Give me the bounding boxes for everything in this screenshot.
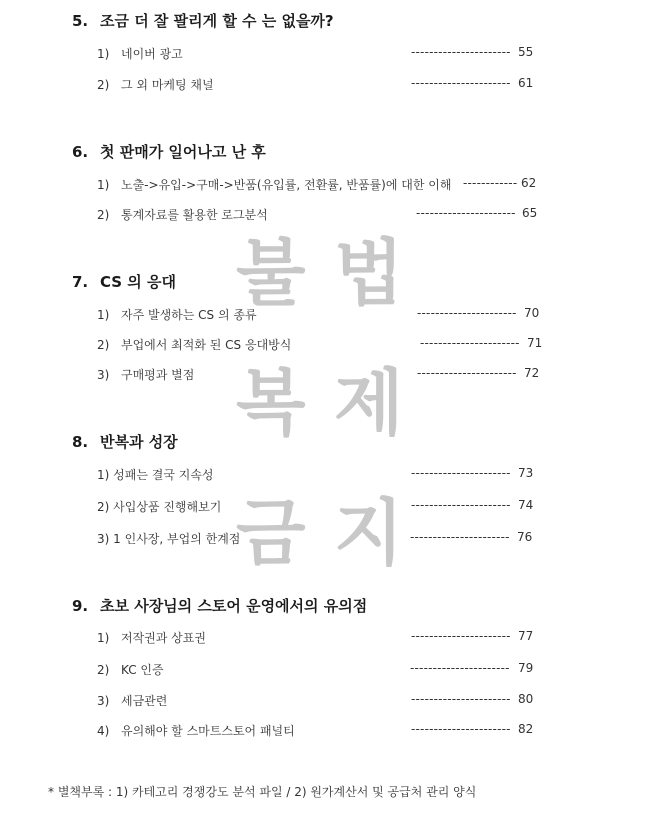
item-label: 성패는 결국 지속성 bbox=[113, 468, 214, 482]
page-number: 74 bbox=[518, 498, 534, 512]
toc-item[interactable] bbox=[0, 466, 652, 484]
section-title: 첫 판매가 일어나고 난 후 bbox=[100, 143, 266, 161]
section-title: 반복과 성장 bbox=[100, 433, 178, 451]
appendix-footnote: * 별책부록 : 1) 카테고리 경쟁강도 분석 파일 / 2) 원가계산서 및 공급처 관리 양식 bbox=[48, 785, 477, 799]
toc-item[interactable] bbox=[0, 530, 652, 548]
toc-item[interactable] bbox=[0, 76, 652, 94]
toc-item[interactable] bbox=[0, 498, 652, 516]
section-heading-6 bbox=[72, 141, 266, 162]
item-label: 세금관련 bbox=[121, 694, 168, 708]
item-label: 유의해야 할 스마트스토어 패널티 bbox=[121, 724, 295, 738]
section-heading-7 bbox=[72, 271, 176, 292]
item-index: 2) bbox=[97, 338, 110, 352]
section-heading-5 bbox=[72, 10, 334, 31]
dot-leader: ---------------------- bbox=[411, 498, 511, 512]
toc-item[interactable] bbox=[0, 722, 652, 740]
item-index: 2) bbox=[97, 208, 110, 222]
section-title: CS 의 응대 bbox=[100, 273, 177, 291]
item-label: 사입상품 진행해보기 bbox=[113, 500, 222, 514]
item-label: 노출->유입->구매->반품(유입률, 전환률, 반품률)에 대한 이해 bbox=[121, 178, 452, 192]
watermark-char: 복 bbox=[236, 361, 306, 445]
page-number: 76 bbox=[517, 530, 533, 544]
watermark-char: 법 bbox=[334, 231, 404, 315]
section-heading-9 bbox=[72, 595, 367, 616]
dot-leader: ---------------------- bbox=[411, 629, 511, 643]
toc-item[interactable] bbox=[0, 366, 652, 384]
section-heading-8 bbox=[72, 431, 178, 452]
watermark-char: 제 bbox=[334, 361, 404, 445]
section-title: 초보 사장님의 스토어 운영에서의 유의점 bbox=[100, 597, 368, 615]
dot-leader: ---------------------- bbox=[416, 206, 516, 220]
dot-leader: ---------------------- bbox=[411, 45, 511, 59]
item-index: 3) bbox=[97, 532, 110, 546]
page-number: 79 bbox=[518, 661, 534, 675]
dot-leader: ------------ bbox=[463, 176, 518, 190]
item-label: 구매평과 별점 bbox=[121, 368, 195, 382]
toc-item[interactable] bbox=[0, 336, 652, 354]
toc-item[interactable] bbox=[0, 176, 652, 194]
section-number: 6. bbox=[72, 143, 89, 161]
dot-leader: ---------------------- bbox=[411, 722, 511, 736]
item-label: 네이버 광고 bbox=[121, 47, 183, 61]
watermark-char: 금 bbox=[236, 491, 306, 575]
dot-leader: ---------------------- bbox=[410, 530, 510, 544]
page-number: 55 bbox=[518, 45, 534, 59]
dot-leader: ---------------------- bbox=[417, 366, 517, 380]
watermark-char: 지 bbox=[334, 491, 404, 575]
page-number: 70 bbox=[524, 306, 540, 320]
item-label: 1 인사장, 부업의 한계점 bbox=[113, 532, 241, 546]
section-number: 5. bbox=[72, 12, 89, 30]
toc-item[interactable] bbox=[0, 661, 652, 679]
toc-item[interactable] bbox=[0, 206, 652, 224]
item-index: 1) bbox=[97, 178, 110, 192]
item-index: 3) bbox=[97, 694, 110, 708]
page-number: 72 bbox=[524, 366, 540, 380]
item-index: 2) bbox=[97, 663, 110, 677]
watermark-char: 불 bbox=[236, 231, 306, 315]
dot-leader: ---------------------- bbox=[410, 661, 510, 675]
page-number: 82 bbox=[518, 722, 534, 736]
item-index: 3) bbox=[97, 368, 110, 382]
item-label: 그 외 마케팅 채널 bbox=[121, 78, 214, 92]
item-index: 2) bbox=[97, 78, 110, 92]
item-label: 자주 발생하는 CS 의 종류 bbox=[121, 308, 257, 322]
item-index: 2) bbox=[97, 500, 110, 514]
item-index: 1) bbox=[97, 47, 110, 61]
dot-leader: ---------------------- bbox=[411, 692, 511, 706]
page-number: 77 bbox=[518, 629, 534, 643]
section-number: 9. bbox=[72, 597, 89, 615]
section-number: 7. bbox=[72, 273, 89, 291]
item-index: 1) bbox=[97, 308, 110, 322]
toc-item[interactable] bbox=[0, 45, 652, 63]
section-title: 조금 더 잘 팔리게 할 수 는 없을까? bbox=[100, 12, 334, 30]
page-number: 61 bbox=[518, 76, 534, 90]
toc-item[interactable] bbox=[0, 692, 652, 710]
item-label: 통계자료를 활용한 로그분석 bbox=[121, 208, 268, 222]
page-number: 73 bbox=[518, 466, 534, 480]
item-label: 부업에서 최적화 된 CS 응대방식 bbox=[121, 338, 292, 352]
toc-item[interactable] bbox=[0, 306, 652, 324]
item-label: KC 인증 bbox=[121, 663, 164, 677]
page-number: 62 bbox=[521, 176, 537, 190]
page-number: 71 bbox=[527, 336, 543, 350]
page-number: 65 bbox=[522, 206, 538, 220]
dot-leader: ---------------------- bbox=[420, 336, 520, 350]
dot-leader: ---------------------- bbox=[411, 466, 511, 480]
section-number: 8. bbox=[72, 433, 89, 451]
item-index: 4) bbox=[97, 724, 110, 738]
item-index: 1) bbox=[97, 631, 110, 645]
item-index: 1) bbox=[97, 468, 110, 482]
item-label: 저작권과 상표권 bbox=[121, 631, 206, 645]
toc-item[interactable] bbox=[0, 629, 652, 647]
dot-leader: ---------------------- bbox=[417, 306, 517, 320]
page-number: 80 bbox=[518, 692, 534, 706]
dot-leader: ---------------------- bbox=[411, 76, 511, 90]
